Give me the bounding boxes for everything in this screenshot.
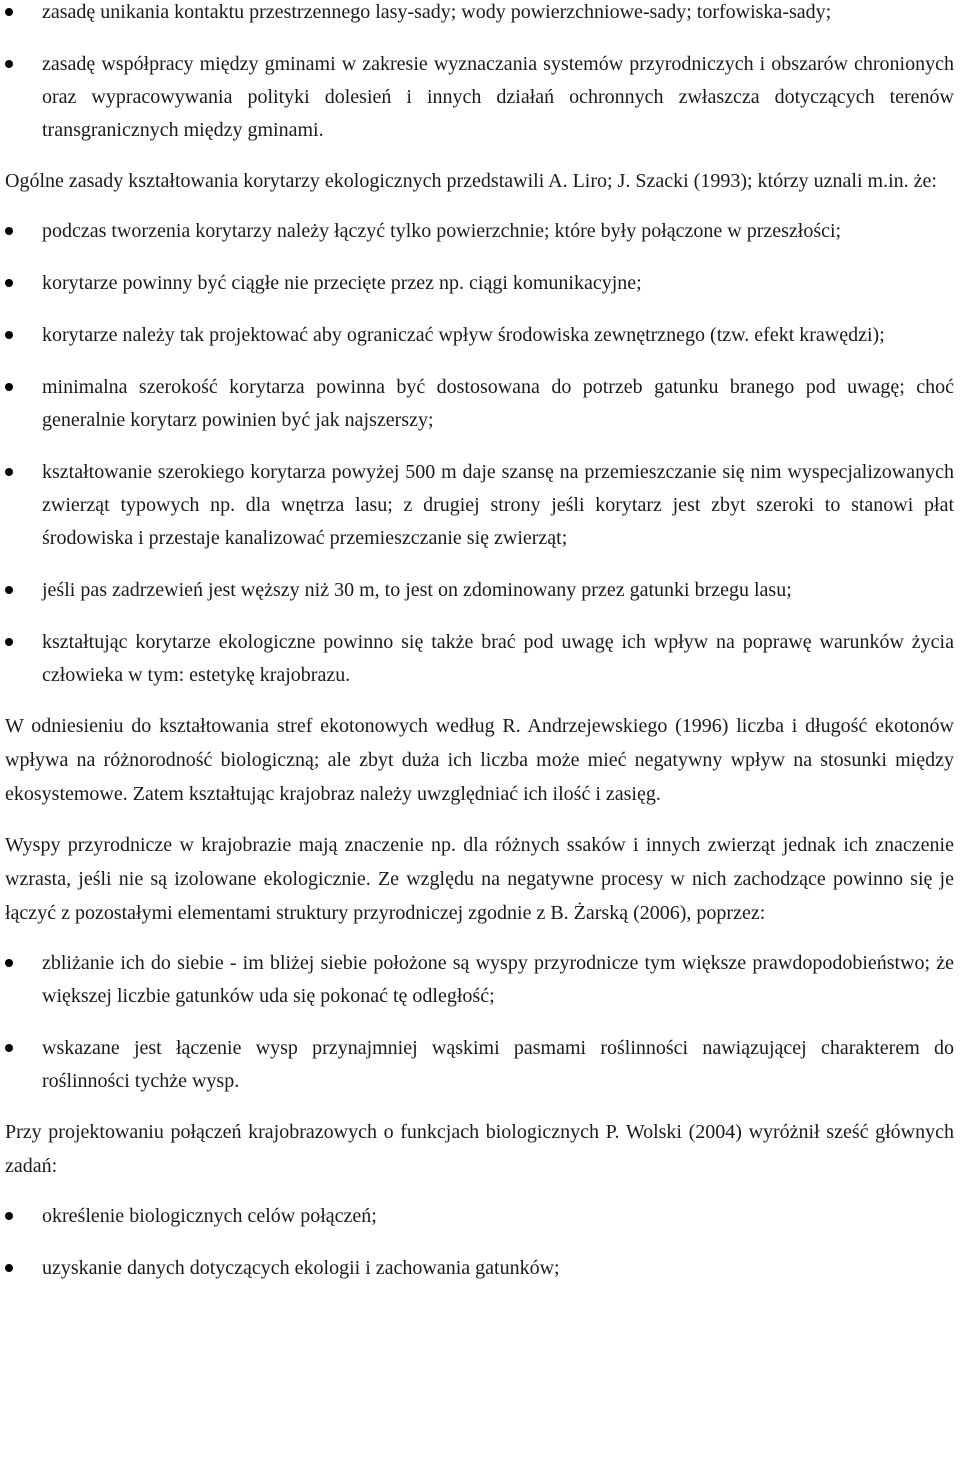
paragraph: Przy projektowaniu połączeń krajobrazowych o funkcjach biologicznych P. Wolski (2004) wyróżnił sześć głównych zadań: xyxy=(5,1121,954,1177)
list-item xyxy=(0,0,954,29)
list-item-text: wskazane jest łączenie wysp przynajmniej wąskimi pasmami roślinności nawiązującej charakterem do roślinności tychże wysp. xyxy=(42,1037,954,1092)
paragraph: Wyspy przyrodnicze w krajobrazie mają znaczenie np. dla różnych ssaków i innych zwierząt jednak ich znaczenie wzrasta, jeśli nie są izolowane ekologicznie. Ze względu na negatywne procesy w nich zachodzące powinno się je łączyć z pozostałymi elementami struktury przyrodniczej zgodnie z B. Żarską (2006), poprzez: xyxy=(5,834,954,924)
paragraph: W odniesieniu do kształtowania stref ekotonowych według R. Andrzejewskiego (1996) liczba i długość ekotonów wpływa na różnorodność biologiczną; ale zbyt duża ich liczba może mieć negatywny wpływ na stosunki między ekosystemowe. Zatem kształtując krajobraz należy uwzględniać ich ilość i zasięg. xyxy=(5,715,954,805)
bullet-icon xyxy=(5,586,13,594)
paragraph: Ogólne zasady kształtowania korytarzy ekologicznych przedstawili A. Liro; J. Szacki (1993); którzy uznali m.in. że: xyxy=(5,170,937,192)
bullet-icon xyxy=(5,383,13,391)
bullet-icon xyxy=(5,1264,13,1272)
list-item-text: korytarze należy tak projektować aby ograniczać wpływ środowiska zewnętrznego (tzw. efekt krawędzi); xyxy=(42,324,885,346)
list-item-text: uzyskanie danych dotyczących ekologii i zachowania gatunków; xyxy=(42,1257,560,1279)
bullet-icon xyxy=(5,1044,13,1052)
list-item-text: zbliżanie ich do siebie - im bliżej siebie położone są wyspy przyrodnicze tym większe prawdopodobieństwo; że większej liczbie gatunków uda się pokonać tę odległość; xyxy=(42,952,954,1007)
list-item xyxy=(0,456,954,555)
list-item xyxy=(0,947,954,1013)
list-item xyxy=(0,1200,954,1233)
list-item-text: minimalna szerokość korytarza powinna być dostosowana do potrzeb gatunku branego pod uwagę; choć generalnie korytarz powinien być jak najszerszy; xyxy=(42,376,954,431)
list-item xyxy=(0,371,954,437)
list-item xyxy=(0,267,954,300)
bullet-icon xyxy=(5,227,13,235)
bullet-icon xyxy=(5,331,13,339)
list-item-text: zasadę współpracy między gminami w zakresie wyznaczania systemów przyrodniczych i obszarów chronionych oraz wypracowywania polityki dolesień i innych działań ochronnych zwłaszcza dotyczących terenów transgranicznych między gminami. xyxy=(42,53,954,141)
bullet-icon xyxy=(5,468,13,476)
bullet-icon xyxy=(5,959,13,967)
list-item xyxy=(0,574,954,607)
list-item-text: korytarze powinny być ciągłe nie przecięte przez np. ciągi komunikacyjne; xyxy=(42,272,642,294)
bullet-icon xyxy=(5,60,13,68)
list-item-text: zasadę unikania kontaktu przestrzennego lasy-sady; wody powierzchniowe-sady; torfowiska-sady; xyxy=(42,1,832,23)
bullet-icon xyxy=(5,279,13,287)
list-item-text: podczas tworzenia korytarzy należy łączyć tylko powierzchnie; które były połączone w przeszłości; xyxy=(42,220,842,242)
list-item xyxy=(0,215,954,248)
list-item xyxy=(0,48,954,147)
bullet-icon xyxy=(5,638,13,646)
list-item-text: określenie biologicznych celów połączeń; xyxy=(42,1205,377,1227)
bullet-icon xyxy=(5,8,13,16)
list-item-text: kształtując korytarze ekologiczne powinno się także brać pod uwagę ich wpływ na poprawę warunków życia człowieka w tym: estetykę krajobrazu. xyxy=(42,631,954,686)
bullet-icon xyxy=(5,1212,13,1220)
list-item xyxy=(0,319,954,352)
list-item xyxy=(0,1252,954,1285)
list-item xyxy=(0,1032,954,1098)
list-item-text: kształtowanie szerokiego korytarza powyżej 500 m daje szansę na przemieszczanie się nim wyspecjalizowanych zwierząt typowych np. dla wnętrza lasu; z drugiej strony jeśli korytarz jest zbyt szeroki to stanowi płat środowiska i przestaje kanalizować przemieszczanie się zwierząt; xyxy=(42,461,954,549)
list-item xyxy=(0,626,954,692)
list-item-text: jeśli pas zadrzewień jest węższy niż 30 m, to jest on zdominowany przez gatunki brzegu lasu; xyxy=(42,579,792,601)
